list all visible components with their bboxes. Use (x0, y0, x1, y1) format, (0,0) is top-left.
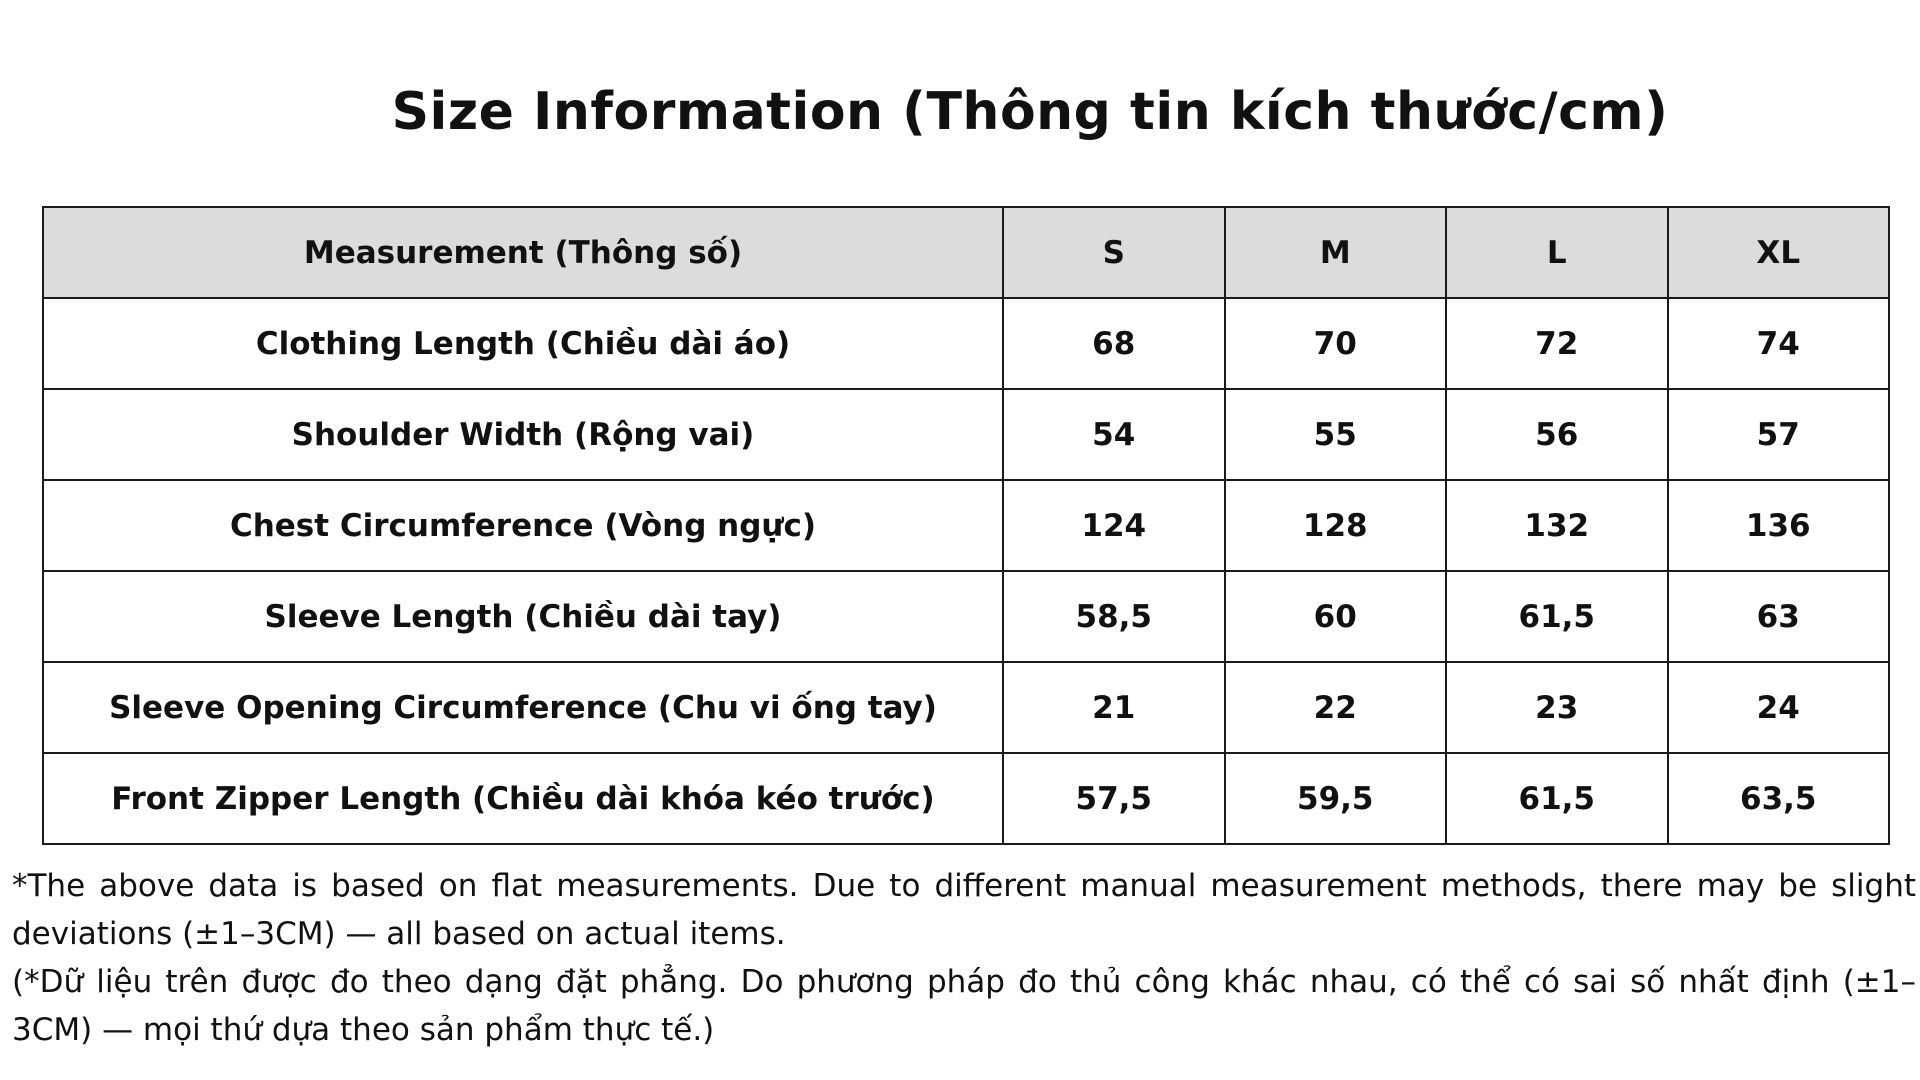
row-label: Clothing Length (Chiều dài áo) (43, 298, 1003, 389)
note-vietnamese: (*Dữ liệu trên được đo theo dạng đặt phẳng. Do phương pháp đo thủ công khác nhau, có thể có sai số nhất định (±1–3CM) — mọi thứ dựa theo sản phẩm thực tế.) (12, 964, 1916, 1048)
cell-value: 54 (1003, 389, 1225, 480)
table-row (43, 480, 1889, 571)
cell-value: 68 (1003, 298, 1225, 389)
cell-value: 136 (1668, 480, 1890, 571)
cell-value: 24 (1668, 662, 1890, 753)
table-row (43, 389, 1889, 480)
row-label: Chest Circumference (Vòng ngực) (43, 480, 1003, 571)
cell-value: 72 (1446, 298, 1668, 389)
cell-value: 59,5 (1225, 753, 1447, 844)
note-english: *The above data is based on flat measurements. Due to different manual measurement methods, there may be slight deviations (±1–3CM) — all based on actual items. (12, 868, 1916, 952)
table-row (43, 753, 1889, 844)
header-size-s: S (1003, 207, 1225, 298)
cell-value: 61,5 (1446, 753, 1668, 844)
cell-value: 132 (1446, 480, 1668, 571)
table-row (43, 571, 1889, 662)
cell-value: 60 (1225, 571, 1447, 662)
row-label: Sleeve Opening Circumference (Chu vi ống tay) (43, 662, 1003, 753)
cell-value: 57 (1668, 389, 1890, 480)
cell-value: 70 (1225, 298, 1447, 389)
cell-value: 57,5 (1003, 753, 1225, 844)
cell-value: 63 (1668, 571, 1890, 662)
header-size-l: L (1446, 207, 1668, 298)
cell-value: 63,5 (1668, 753, 1890, 844)
cell-value: 21 (1003, 662, 1225, 753)
cell-value: 124 (1003, 480, 1225, 571)
header-size-m: M (1225, 207, 1447, 298)
measurement-note (12, 862, 1916, 1054)
size-table (42, 206, 1890, 845)
row-label: Front Zipper Length (Chiều dài khóa kéo trước) (43, 753, 1003, 844)
row-label: Shoulder Width (Rộng vai) (43, 389, 1003, 480)
page-title: Size Information (Thông tin kích thước/cm) (391, 81, 1669, 142)
cell-value: 58,5 (1003, 571, 1225, 662)
cell-value: 55 (1225, 389, 1447, 480)
row-label: Sleeve Length (Chiều dài tay) (43, 571, 1003, 662)
cell-value: 61,5 (1446, 571, 1668, 662)
header-size-xl: XL (1668, 207, 1890, 298)
cell-value: 23 (1446, 662, 1668, 753)
cell-value: 22 (1225, 662, 1447, 753)
table-row (43, 298, 1889, 389)
table-header-row (43, 207, 1889, 298)
size-table-container (42, 206, 1888, 830)
cell-value: 128 (1225, 480, 1447, 571)
cell-value: 56 (1446, 389, 1668, 480)
header-measurement: Measurement (Thông số) (43, 207, 1003, 298)
cell-value: 74 (1668, 298, 1890, 389)
table-row (43, 662, 1889, 753)
